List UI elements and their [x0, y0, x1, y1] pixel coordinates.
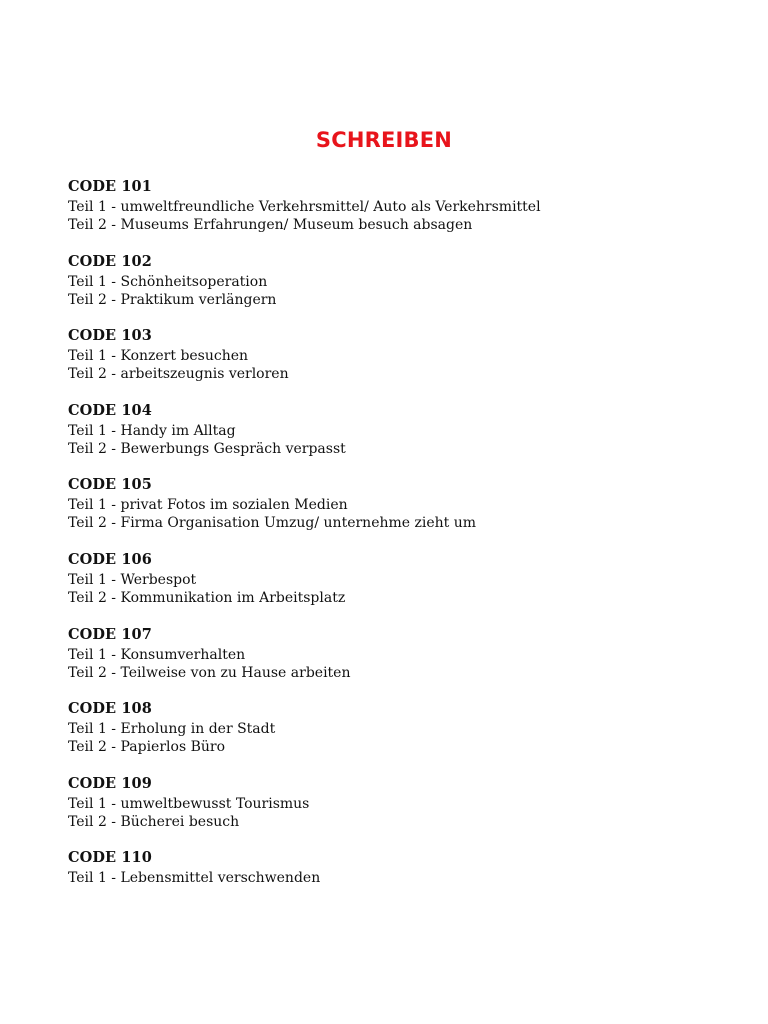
teil-2-item: Teil 2 - Firma Organisation Umzug/ unternehme zieht um — [68, 515, 477, 532]
page-title: SCHREIBEN — [315, 128, 453, 152]
teil-1-item: Teil 1 - Konsumverhalten — [68, 646, 246, 663]
teil-2-item: Teil 2 - Kommunikation im Arbeitsplatz — [68, 589, 346, 606]
code-section — [68, 774, 728, 849]
teil-1-item: Teil 1 - Konzert besuchen — [68, 348, 249, 365]
code-section — [68, 475, 728, 550]
code-section — [68, 625, 728, 700]
teil-1-item: Teil 1 - Werbespot — [68, 571, 197, 588]
code-section — [68, 177, 728, 252]
teil-1-item: Teil 1 - Erholung in der Stadt — [68, 721, 276, 738]
teil-2-item: Teil 2 - Papierlos Büro — [68, 739, 226, 756]
code-heading: CODE 104 — [68, 401, 152, 419]
code-section — [68, 699, 728, 774]
code-section — [68, 252, 728, 327]
teil-1-item: Teil 1 - Schönheitsoperation — [68, 273, 268, 290]
code-section — [68, 326, 728, 401]
teil-2-item: Teil 2 - Museums Erfahrungen/ Museum besuch absagen — [68, 217, 473, 233]
teil-1-item: Teil 1 - umweltfreundliche Verkehrsmittel/ Auto als Verkehrsmittel — [68, 199, 541, 215]
teil-2-item: Teil 2 - Bücherei besuch — [68, 813, 240, 830]
code-heading: CODE 105 — [68, 476, 152, 494]
code-heading: CODE 103 — [68, 327, 152, 345]
teil-1-item: Teil 1 - Handy im Alltag — [68, 422, 236, 439]
code-heading: CODE 110 — [68, 849, 152, 867]
code-heading: CODE 107 — [68, 625, 152, 643]
teil-2-item: Teil 2 - Bewerbungs Gespräch verpasst — [68, 440, 346, 457]
code-section — [68, 848, 728, 923]
teil-1-item: Teil 1 - Lebensmittel verschwenden — [68, 870, 321, 887]
code-heading: CODE 109 — [68, 774, 152, 792]
code-heading: CODE 102 — [68, 252, 152, 270]
teil-1-item: Teil 1 - privat Fotos im sozialen Medien — [68, 497, 348, 514]
code-heading: CODE 106 — [68, 550, 152, 568]
teil-2-item: Teil 2 - arbeitszeugnis verloren — [68, 366, 289, 383]
code-section — [68, 550, 728, 625]
code-section — [68, 401, 728, 476]
teil-2-item: Teil 2 - Teilweise von zu Hause arbeiten — [68, 664, 351, 681]
teil-1-item: Teil 1 - umweltbewusst Tourismus — [68, 795, 310, 812]
code-heading: CODE 101 — [68, 178, 152, 195]
teil-2-item: Teil 2 - Praktikum verlängern — [68, 291, 277, 308]
code-list — [68, 177, 728, 923]
code-heading: CODE 108 — [68, 700, 152, 718]
